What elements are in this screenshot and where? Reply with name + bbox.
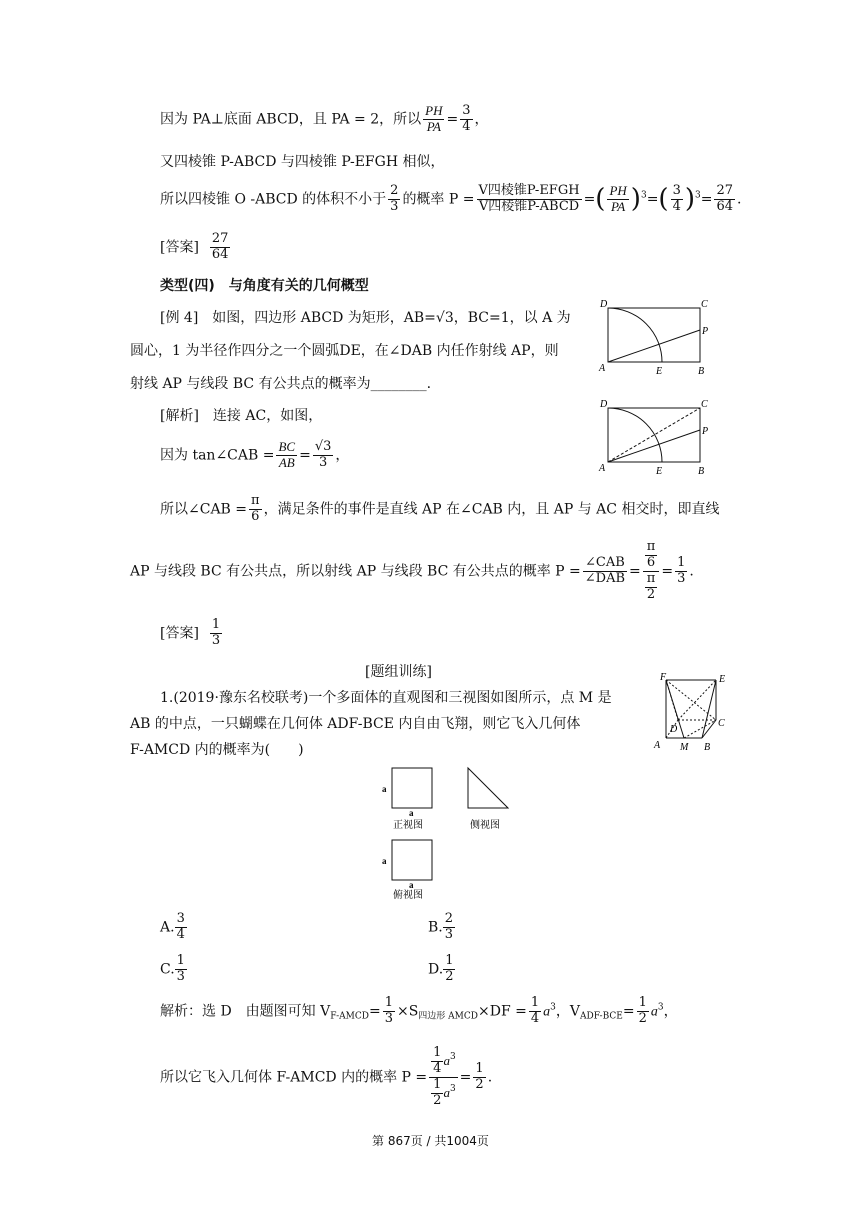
label-d: D xyxy=(600,399,608,410)
text-line-2: 又四棱锥 P-ABCD 与四棱锥 P-EFGH 相似， xyxy=(160,154,445,170)
section-heading: 类型(四) 与角度有关的几何概型 xyxy=(160,278,369,294)
option-a[interactable]: A. $\frac{3}{4}$ xyxy=(160,911,185,942)
analysis-line-1: [解析] 连接 AC，如图， xyxy=(160,408,323,424)
label-b: B xyxy=(704,742,711,753)
question-line-3: F-AMCD 内的概率为( ) xyxy=(130,742,304,758)
answer-1: [答案] $\frac{27}{64}$ xyxy=(160,231,229,262)
solution-line-2: 所以它飞入几何体 F-AMCD 内的概率 P = $\frac{1}{4}$ $a^3$ $\frac{1}{2}$ $a^3$ = $\frac{1}{2}$ . xyxy=(160,1045,493,1108)
example-line-3: 射线 AP 与线段 BC 有公共点的概率为________. xyxy=(130,376,432,392)
label-a-side: a xyxy=(382,784,387,794)
example-line-2: 圆心，1 为半径作四分之一个圆弧DE，在∠DAB 内任作射线 AP，则 xyxy=(130,343,559,359)
option-b[interactable]: B. $\frac{2}{3}$ xyxy=(428,911,454,942)
label-m: M xyxy=(680,742,689,753)
example-line-1: [例 4] 如图，四边形 ABCD 为矩形，AB=√3，BC=1，以 A 为 xyxy=(160,310,571,326)
label-a: A xyxy=(599,363,606,374)
answer-2: [答案] $\frac{1}{3}$ xyxy=(160,617,221,648)
question-line-1: 1.(2019·豫东名校联考)一个多面体的直观图和三视图如图所示，点 M 是 xyxy=(160,690,612,706)
text-line-1: 因为 PA⊥底面 ABCD，且 PA = 2，所以 $\frac{PH}{PA}$ = $\frac{3}{4}$ ， xyxy=(160,103,489,134)
label-b: B xyxy=(698,366,705,377)
rectangle-figure-2 xyxy=(598,398,714,480)
label-e: E xyxy=(719,674,726,685)
label-e: E xyxy=(656,466,663,477)
question-line-2: AB 的中点，一只蝴蝶在几何体 ADF-BCE 内自由飞翔，则它飞入几何体 xyxy=(130,716,581,732)
label-e: E xyxy=(656,366,663,377)
solution-line-1: 解析：选 D 由题图可知 $V_{F-AMCD}=$ $\frac{1}{3}$ $\times S_{四边形 AMCD}\times DF$ = $\frac{1}{4}$ $a^3$，$V_{ADF-BCE}=$ $\frac{1}{2}$ $a^3$， xyxy=(160,995,678,1026)
front-view-label: 正视图 xyxy=(393,820,423,831)
analysis-line-2: 因为 tan∠CAB = $\frac{BC}{AB}$ = $\frac{√3}{3}$ ， xyxy=(160,439,350,470)
three-view-figure xyxy=(380,764,520,904)
group-heading: [题组训练] xyxy=(365,664,432,680)
analysis-line-4: AP 与线段 BC 有公共点，所以射线 AP 与线段 BC 有公共点的概率 P = $\frac{\text{∠CAB}}{\text{∠DAB}}$ = $\frac{\frac{\pi}{6}}{\frac{\pi}{2}}$ = $\frac{1}{3}$ . xyxy=(130,539,694,602)
rectangle-figure-1 xyxy=(598,298,714,380)
label-p: P xyxy=(702,326,709,337)
label-a: A xyxy=(599,463,606,474)
label-b: B xyxy=(698,466,705,477)
polyhedron-figure xyxy=(650,670,730,756)
label-a-side-2: a xyxy=(382,856,387,866)
label-a-bottom-2: a xyxy=(409,880,414,890)
label-d: D xyxy=(600,299,608,310)
label-f: F xyxy=(660,672,667,683)
label-d: D xyxy=(670,724,678,735)
label-c: C xyxy=(701,399,708,410)
label-a-bottom: a xyxy=(409,808,414,818)
label-p: P xyxy=(702,426,709,437)
label-c: C xyxy=(701,299,708,310)
option-d[interactable]: D. $\frac{1}{2}$ xyxy=(428,953,454,984)
side-view-label: 侧视图 xyxy=(470,820,500,831)
page-footer: 第 867页 / 共1004页 xyxy=(372,1134,489,1148)
label-a: A xyxy=(654,740,661,751)
text-line-3: 所以四棱锥 O -ABCD 的体积不小于 $\frac{2}{3}$ 的概率 P = $\frac{\text{V四棱锥P-EFGH}}{\text{V四棱锥P-ABCD}}$ =( $\frac{PH}{PA}$ )$^3$=( $\frac{3}{4}$ )$^3$= $\frac{27}{64}$ . xyxy=(160,183,742,215)
top-view-label: 俯视图 xyxy=(393,890,423,901)
option-c[interactable]: C. $\frac{1}{3}$ xyxy=(160,953,185,984)
analysis-line-3: 所以∠CAB = $\frac{\pi}{6}$ ，满足条件的事件是直线 AP 在∠CAB 内，且 AP 与 AC 相交时，即直线 xyxy=(160,493,720,524)
label-c: C xyxy=(718,718,725,729)
